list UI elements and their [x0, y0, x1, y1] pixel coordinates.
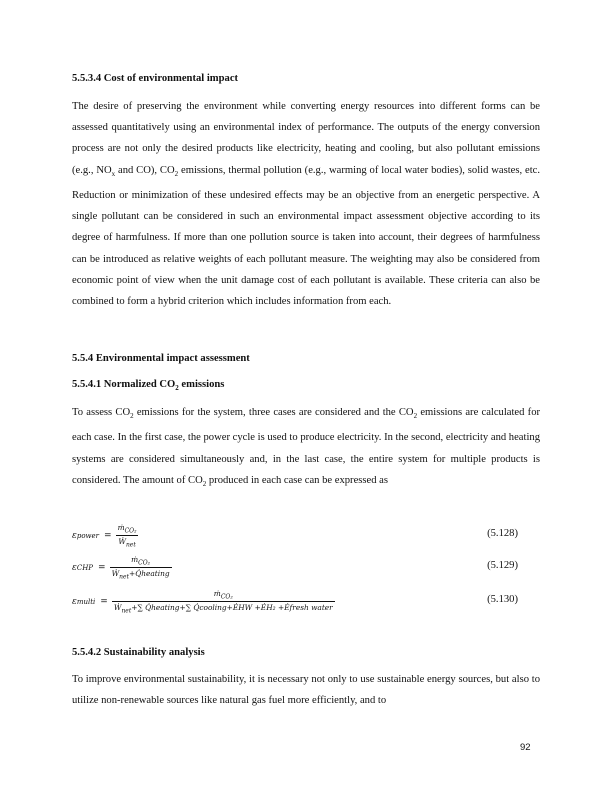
subscript-2: 2 [174, 169, 179, 178]
eq-denominator: Ẇ$_{net}$+∑ Q̇heating+∑ Q̇cooling+ĖHW +ĖH₂ +Ėfresh water [113, 603, 333, 615]
equation-body [72, 589, 335, 615]
eq-lhs: ε [72, 562, 77, 573]
equation-number: (5.130) [487, 594, 518, 605]
equation-number: (5.128) [487, 528, 518, 539]
para-text: To improve environmental sustainability, it is necessary not only to use sustainable energy sources, but also to utilize non-renewable sources like natural gas fuel more efficiently, and to [72, 674, 540, 707]
eq-op: = [100, 596, 108, 607]
eq-denominator: Ẇ$_{net}$+Q̇heating [111, 569, 170, 581]
equation-5-129 [72, 555, 540, 579]
section-heading-environmental-impact-assessment: 5.5.4 Environmental impact assessment [72, 353, 250, 364]
heading-subscript: 2 [175, 384, 179, 393]
para-text-3: emissions are calculated for each case. In the first case, the power cycle is used to produce electricity. In the second, electricity and heating systems are considered simultaneously and, in the last case, the entire system for multiple products is considered. The amount of CO [72, 407, 541, 486]
eq-lhs: ε [72, 596, 77, 607]
equation-body [72, 523, 139, 549]
para-sub-3: 2 [202, 479, 207, 488]
paragraph-normalized-co2 [72, 402, 540, 495]
paragraph-text-2: and CO), CO [115, 164, 175, 176]
eq-lhs-sub: multi [76, 597, 96, 606]
heading-text-a: 5.5.4.1 Normalized CO [72, 379, 176, 390]
eq-fraction [112, 589, 335, 615]
subscript-x: x [111, 169, 116, 178]
page-number: 92 [520, 742, 531, 753]
equation-5-128 [72, 523, 540, 547]
paragraph-text-1: The desire of preserving the environment while converting energy resources into different forms can be assessed quantitatively using an environmental index of performance. The outputs of the energy conversion process are not only the desired products like electricity, heating and cooling, but also pollutant emissions (e.g., NO [72, 101, 540, 176]
section-heading-normalized-co2 [72, 379, 224, 392]
eq-denominator: Ẇ$_{net}$ [118, 537, 136, 549]
section-heading-cost-environmental-impact: 5.5.3.4 Cost of environmental impact [72, 73, 239, 84]
eq-op: = [104, 530, 112, 541]
eq-lhs: ε [72, 530, 77, 541]
eq-fraction [116, 523, 139, 549]
eq-numerator: ṁ$_{CO_2}$ [131, 555, 151, 567]
heading-text-b: emissions [178, 379, 225, 390]
eq-lhs-sub: power [76, 531, 100, 540]
paragraph-cost-environmental-impact [72, 96, 540, 312]
eq-op: = [98, 562, 106, 573]
para-text-2: emissions for the system, three cases are considered and the CO [133, 407, 414, 418]
equation-5-130 [72, 589, 540, 613]
paragraph-sustainability-analysis [72, 669, 540, 711]
para-sub-2: 2 [413, 412, 418, 421]
paragraph-text-3: emissions, thermal pollution (e.g., warming of local water bodies), solid wastes, etc. Reduction or minimization of these undesired effects may be an objective from an energetic perspective. A single pollutant can be considered in such an environmental impact assessment objective according to its degree of harmfulness. If more than one pollution source is taken into account, their degrees of harmfulness can be introduced as relative weights of each pollutant measure. The weighting may also be considered from economic point of view when the unit damage cost of each pollutant is available. These criteria can also be combined to form a hybrid criterion which includes information from each. [72, 164, 540, 307]
eq-numerator: ṁ$_{CO_2}$ [213, 589, 233, 601]
equation-number: (5.129) [487, 560, 518, 571]
eq-lhs-sub: CHP [76, 563, 94, 572]
para-text-4: produced in each case can be expressed as [206, 474, 389, 486]
section-heading-sustainability-analysis: 5.5.4.2 Sustainability analysis [72, 647, 205, 658]
equation-body [72, 555, 172, 581]
para-sub-1: 2 [130, 412, 134, 421]
eq-fraction [110, 555, 172, 581]
para-text-1: To assess CO [72, 407, 131, 418]
eq-numerator: ṁ$_{CO_2}$ [117, 523, 137, 535]
